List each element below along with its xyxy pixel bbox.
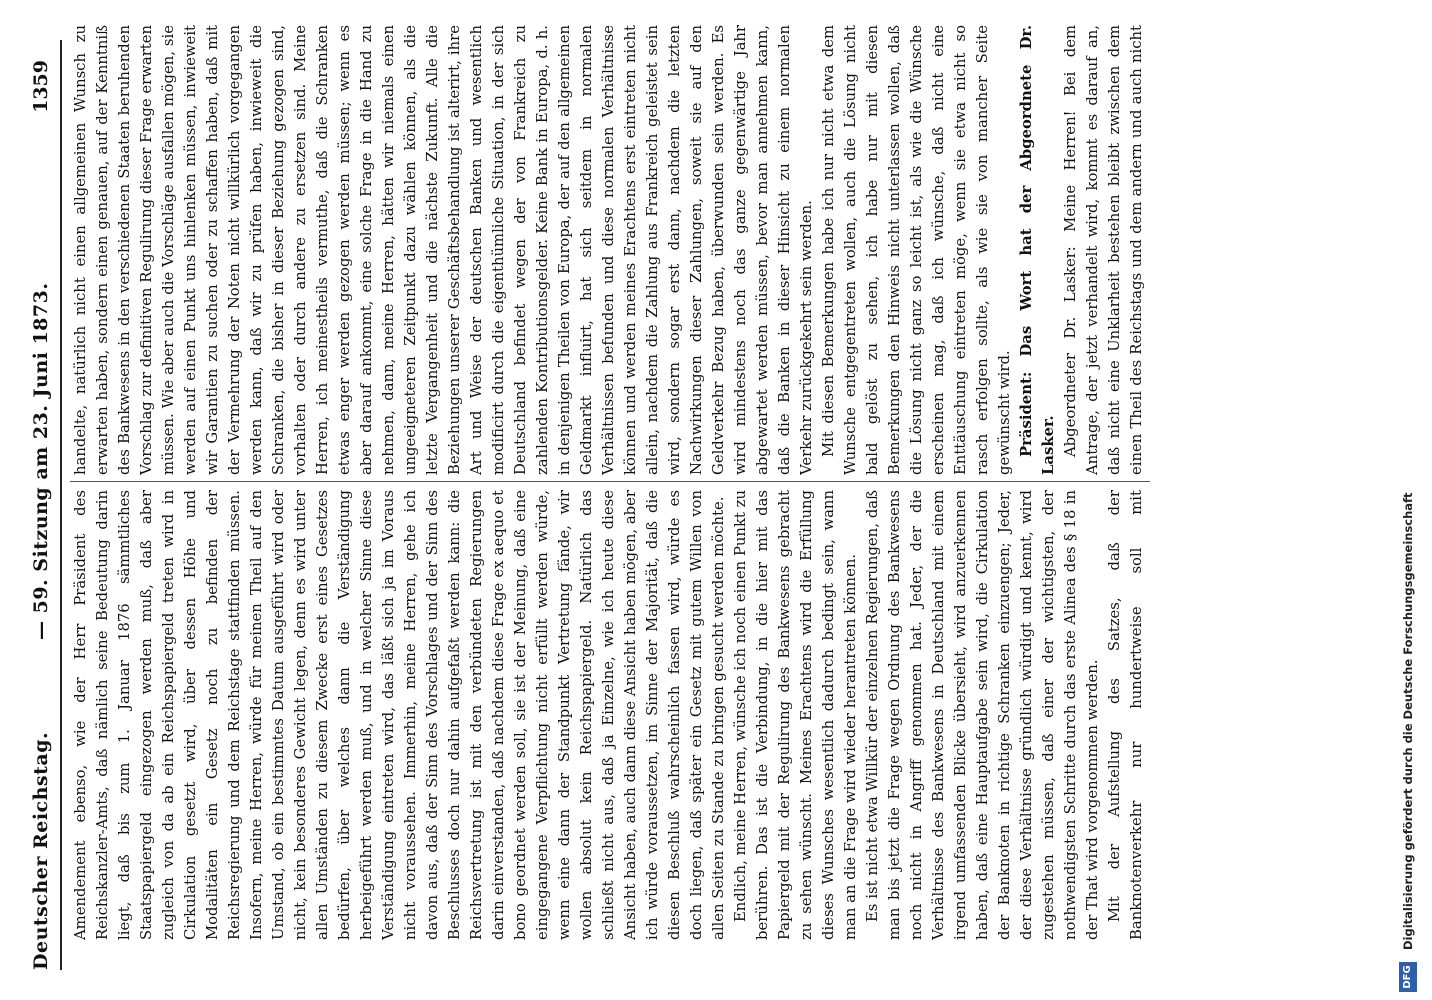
paragraph: Mit der Aufstellung des Satzes, daß der Banknotenverkehr nur hundertweise soll mit	[1106, 490, 1145, 940]
column-divider	[70, 481, 1150, 482]
paragraph: Endlich, meine Herren, wünsche ich noch einen Punkt zu berühren. Das ist die Verbindung, in die hier mit das Papiergeld mit der Regulirung des Bankwesens gebracht zu sehen wünscht. Meines Erachtens wird die Erfüllung dieses Wunsches wesentlich dadurch bedingt sein, wann man an die Frage wird wieder herantreten können.	[732, 490, 859, 940]
right-column	[70, 25, 1150, 475]
page-header	[22, 0, 62, 1000]
paragraph: Abgeordneter Dr. Lasker: Meine Herren! Bei dem Antrage, der jetzt verhandelt wird, kommt es darauf an, daß nicht eine Unklarheit bestehen bleibt zwischen dem einen Theil des Reichstags und dem andern und auch nicht	[1062, 25, 1145, 475]
header-session: — 59. Sitzung am 23. Juni 1873.	[30, 282, 52, 640]
left-column	[70, 490, 1150, 940]
speaker-line: Präsident: Das Wort hat der Abgeordnete Dr. Lasker.	[1018, 25, 1057, 475]
credit-text: Digitalisierung gefördert durch die Deutsche Forschungsgemeinschaft	[1401, 492, 1415, 950]
paragraph: Amendement ebenso, wie der Herr Präsident des Reichskanzler-Amts, daß nämlich seine Bedeutung darin liegt, daß bis zum 1. Januar 1876 sämmtliches Staatspapiergeld eingezogen werden muß, daß aber zugleich von da ab ein Reichspapiergeld treten wird in Cirkulation gesetzt wird, über dessen Höhe und Modalitäten ein Gesetz noch zu befinden der Reichsregierung und dem Reichstage stattfinden müssen. Insofern, meine Herren, würde für meinen Theil auf den Umstand, ob ein bestimmtes Datum ausgeführt wird oder nicht, kein besonderes Gewicht legen, denn es wird unter allen Umständen zu diesem Zwecke erst eines Gesetzes bedürfen, über welches dann die Verständigung herbeigeführt werden muß, und in welcher Sinne diese Verständigung eintreten wird, das läßt sich ja im Voraus nicht voraussehen. Immerhin, meine Herren, gehe ich davon aus, daß der Sinn des Vorschlages und der Sinn des Beschlusses doch nur dahin aufgefaßt werden kann: die Reichsvertretung ist mit den verbündeten Regierungen darin einverstanden, daß nachdem diese Frage ex aequo et bono geordnet werden soll, sie ist der Meinung, daß eine eingegangene Verpflichtung nicht erfüllt werden würde, wenn eine dann der Standpunkt Vertretung fände, wir wollen absolut kein Reichspapiergeld. Natürlich das schließt nicht aus, daß ja Einzelne, wie ich heute diese Ansicht haben, auch dann diese Ansicht haben mögen, aber ich würde voraussetzen, im Sinne der Majorität, daß die diesen Beschluß wahrscheinlich fassen wird, würde es doch liegen, daß später ein Gesetz mit gutem Willen von allen Seiten zu Stande zu bringen gesucht werden möchte.	[72, 490, 727, 940]
paragraph: Mit diesen Bemerkungen habe ich nur nicht etwa dem Wunsche entgegentreten wollen, auch die Lösung nicht bald gelöst zu sehen, ich habe nur mit diesen Bemerkungen den Hinweis nicht unterlassen wollen, daß die Lösung nicht ganz so leicht ist, als wie die Wünsche erscheinen mag, daß ich wünsche, daß nicht eine Enttäuschung eintreten möge, wenn sie etwa nicht so rasch erfolgen sollte, als wie sie von mancher Seite gewünscht wird.	[820, 25, 1013, 475]
page-number: 1359	[30, 60, 52, 113]
header-rule	[60, 40, 62, 970]
paragraph: handelte, natürlich nicht einen allgemeinen Wunsch zu erwarten haben, sondern einen genauen, auf der Kenntniß des Bankwesens in den verschiedenen Staaten beruhenden Vorschlag zur definitiven Regulirung dieser Frage erwarten müssen. Wie aber auch die Vorschläge ausfallen mögen, sie werden auf einen Punkt uns hinlenken müssen, inwieweit wir Garantien zu suchen oder zu schaffen haben, daß mit der Vermehrung der Noten nicht willkürlich vorgegangen werden kann, daß wir zu prüfen haben, inwieweit die Schranken, die bisher in dieser Beziehung gezogen sind, vorhalten oder durch andere zu ersetzen sind. Meine Herren, ich meinestheils vermuthe, daß die Schranken etwas enger werden gezogen werden müssen; wenn es aber darauf ankommt, eine solche Frage in die Hand zu nehmen, dann, meine Herren, hätten wir niemals einen ungeeigneteren Zeitpunkt dazu wählen können, als die letzte Vergangenheit und die nächste Zukunft. Alle die Beziehungen unserer Geschäftsbehandlung ist alterirt, ihre Art und Weise der deutschen Banken und wesentlich modificirt durch die eigenthümliche Situation, in der sich Deutschland befindet wegen der von Frankreich zu zahlenden Kontributionsgelder. Keine Bank in Europa, d. h. in denjenigen Theilen von Europa, der auf den allgemeinen Geldmarkt influirt, hat sich seitdem in normalen Verhältnissen befunden und diese normalen Verhältnisse können und werden meines Erachtens erst eintreten nicht allein, nachdem die Zahlung aus Frankreich geleistet sein wird, sondern sogar erst dann, nachdem die letzten Nachwirkungen dieser Zahlungen, soweit sie auf den Geldverkehr Bezug haben, überwunden sein werden. Es wird mindestens noch das ganze gegenwärtige Jahr abgewartet werden müssen, bevor man annehmen kann, daß die Banken in dieser Hinsicht zu einem normalen Verkehr zurückgekehrt sein werden.	[72, 25, 815, 475]
header-title: Deutscher Reichstag.	[30, 731, 52, 970]
digitization-credit	[1395, 0, 1425, 1000]
dfg-logo: DFG	[1399, 962, 1417, 992]
paragraph: Es ist nicht etwa Willkür der einzelnen Regierungen, daß man bis jetzt die Frage wegen Ordnung des Bankwesens noch nicht in Angriff genommen hat. Jeder, der die Verhältnisse des Bankwesens in Deutschland mit einem irgend umfassenden Blicke übersieht, wird anzuerkennen haben, daß eine Hauptaufgabe sein wird, die Cirkulation der Banknoten in richtige Schranken einzuengen; Jeder, der diese Verhältnisse gründlich würdigt und kennt, wird zugestehen müssen, daß einer der wichtigsten, der nothwendigsten Schritte durch das erste Alinea des § 18 in der That wird vorgenommen werden.	[864, 490, 1101, 940]
